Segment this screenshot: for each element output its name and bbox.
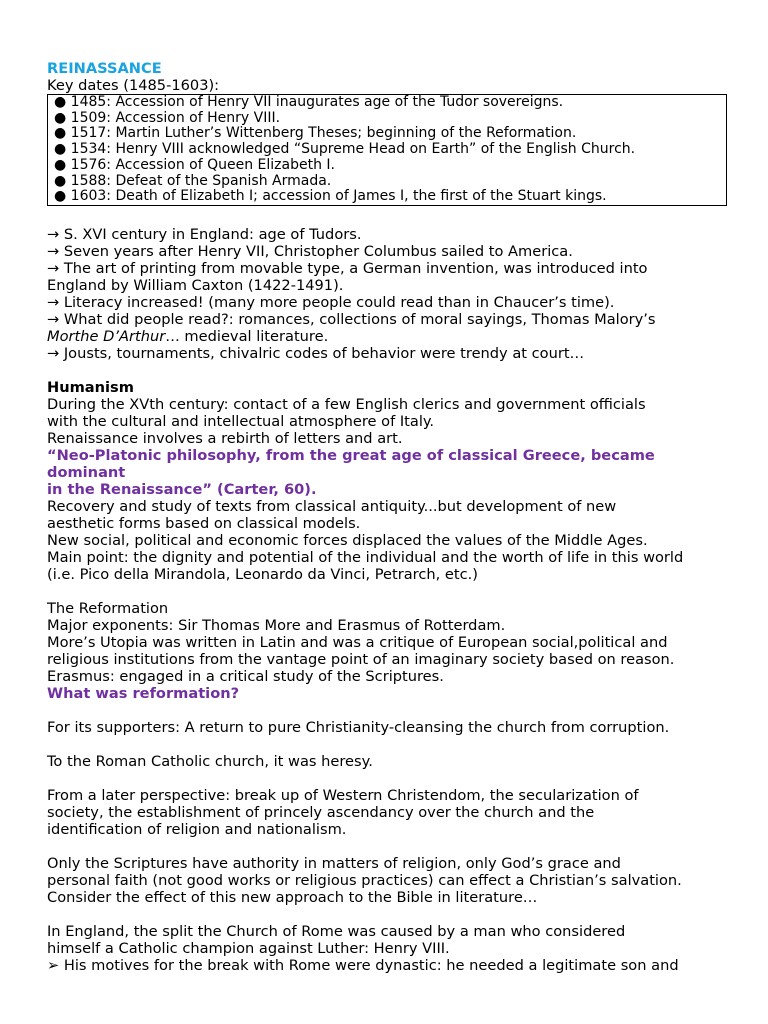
text-line: Erasmus: engaged in a critical study of the Scriptures. <box>47 667 444 685</box>
text-line: More’s Utopia was written in Latin and was a critique of European social,political and <box>47 633 668 651</box>
text-line: aesthetic forms based on classical models. <box>47 514 361 532</box>
key-date-item: ● 1603: Death of Elizabeth I; accession of James I, the first of the Stuart kings. <box>54 188 607 205</box>
text-fragment: … medieval literature. <box>165 327 329 345</box>
text-line: England by William Caxton (1422-1491). <box>47 276 344 294</box>
text-line: Recovery and study of texts from classical antiquity...but development of new <box>47 497 617 515</box>
document-title: REINASSANCE <box>47 60 162 77</box>
book-title: Morthe D’Arthur <box>47 327 166 345</box>
text-line: Major exponents: Sir Thomas More and Erasmus of Rotterdam. <box>47 616 506 634</box>
text-line: ➢ His motives for the break with Rome were dynastic: he needed a legitimate son and <box>47 956 679 974</box>
text-line: In England, the split the Church of Rome was caused by a man who considered <box>47 922 626 940</box>
arrow-line: → S. XVI century in England: age of Tudors. <box>47 225 362 243</box>
text-line: with the cultural and intellectual atmosphere of Italy. <box>47 412 435 430</box>
text-line: personal faith (not good works or religious practices) can effect a Christian’s salvation. <box>47 871 682 889</box>
text-line: From a later perspective: break up of Western Christendom, the secularization of <box>47 786 639 804</box>
key-date-item: ● 1509: Accession of Henry VIII. <box>54 109 281 126</box>
arrow-line: → The art of printing from movable type, a German invention, was introduced into <box>47 259 648 277</box>
humanism-heading: Humanism <box>47 378 134 396</box>
text-line: Renaissance involves a rebirth of letters and art. <box>47 429 403 447</box>
key-dates-label: Key dates (1485-1603): <box>47 77 220 94</box>
quote-line: “Neo-Platonic philosophy, from the great age of classical Greece, became <box>47 446 655 464</box>
quote-line: dominant <box>47 463 126 481</box>
key-dates-box <box>47 94 727 206</box>
text-line <box>47 328 737 345</box>
key-date-item: ● 1534: Henry VIII acknowledged “Supreme Head on Earth” of the English Church. <box>54 141 636 158</box>
key-date-item: ● 1576: Accession of Queen Elizabeth I. <box>54 156 335 173</box>
text-line: (i.e. Pico della Mirandola, Leonardo da Vinci, Petrarch, etc.) <box>47 565 478 583</box>
key-date-item: ● 1517: Martin Luther’s Wittenberg Theses; beginning of the Reformation. <box>54 125 577 142</box>
text-line: For its supporters: A return to pure Christianity-cleansing the church from corruption. <box>47 718 670 736</box>
reformation-question: What was reformation? <box>47 684 240 702</box>
arrow-line: → Seven years after Henry VII, Christopher Columbus sailed to America. <box>47 242 573 260</box>
text-line: To the Roman Catholic church, it was heresy. <box>47 752 373 770</box>
text-line: religious institutions from the vantage point of an imaginary society based on reason. <box>47 650 675 668</box>
text-line: society, the establishment of princely ascendancy over the church and the <box>47 803 595 821</box>
document-page <box>47 60 737 974</box>
key-date-item: ● 1485: Accession of Henry VII inaugurates age of the Tudor sovereigns. <box>54 94 564 110</box>
text-line: Consider the effect of this new approach to the Bible in literature… <box>47 888 538 906</box>
key-date-item: ● 1588: Defeat of the Spanish Armada. <box>54 172 332 189</box>
reformation-heading: The Reformation <box>47 599 169 617</box>
text-line: During the XVth century: contact of a few English clerics and government officials <box>47 395 646 413</box>
arrow-line: → Jousts, tournaments, chivalric codes of behavior were trendy at court… <box>47 344 585 362</box>
text-line: Main point: the dignity and potential of the individual and the worth of life in this world <box>47 548 684 566</box>
arrow-line: → Literacy increased! (many more people could read than in Chaucer’s time). <box>47 293 615 311</box>
text-line: himself a Catholic champion against Luther: Henry VIII. <box>47 939 450 957</box>
quote-line: in the Renaissance” (Carter, 60). <box>47 480 317 498</box>
arrow-line: → What did people read?: romances, collections of moral sayings, Thomas Malory’s <box>47 310 656 328</box>
text-line: identification of religion and nationalism. <box>47 820 347 838</box>
text-line: Only the Scriptures have authority in matters of religion, only God’s grace and <box>47 854 621 872</box>
text-line: New social, political and economic forces displaced the values of the Middle Ages. <box>47 531 648 549</box>
